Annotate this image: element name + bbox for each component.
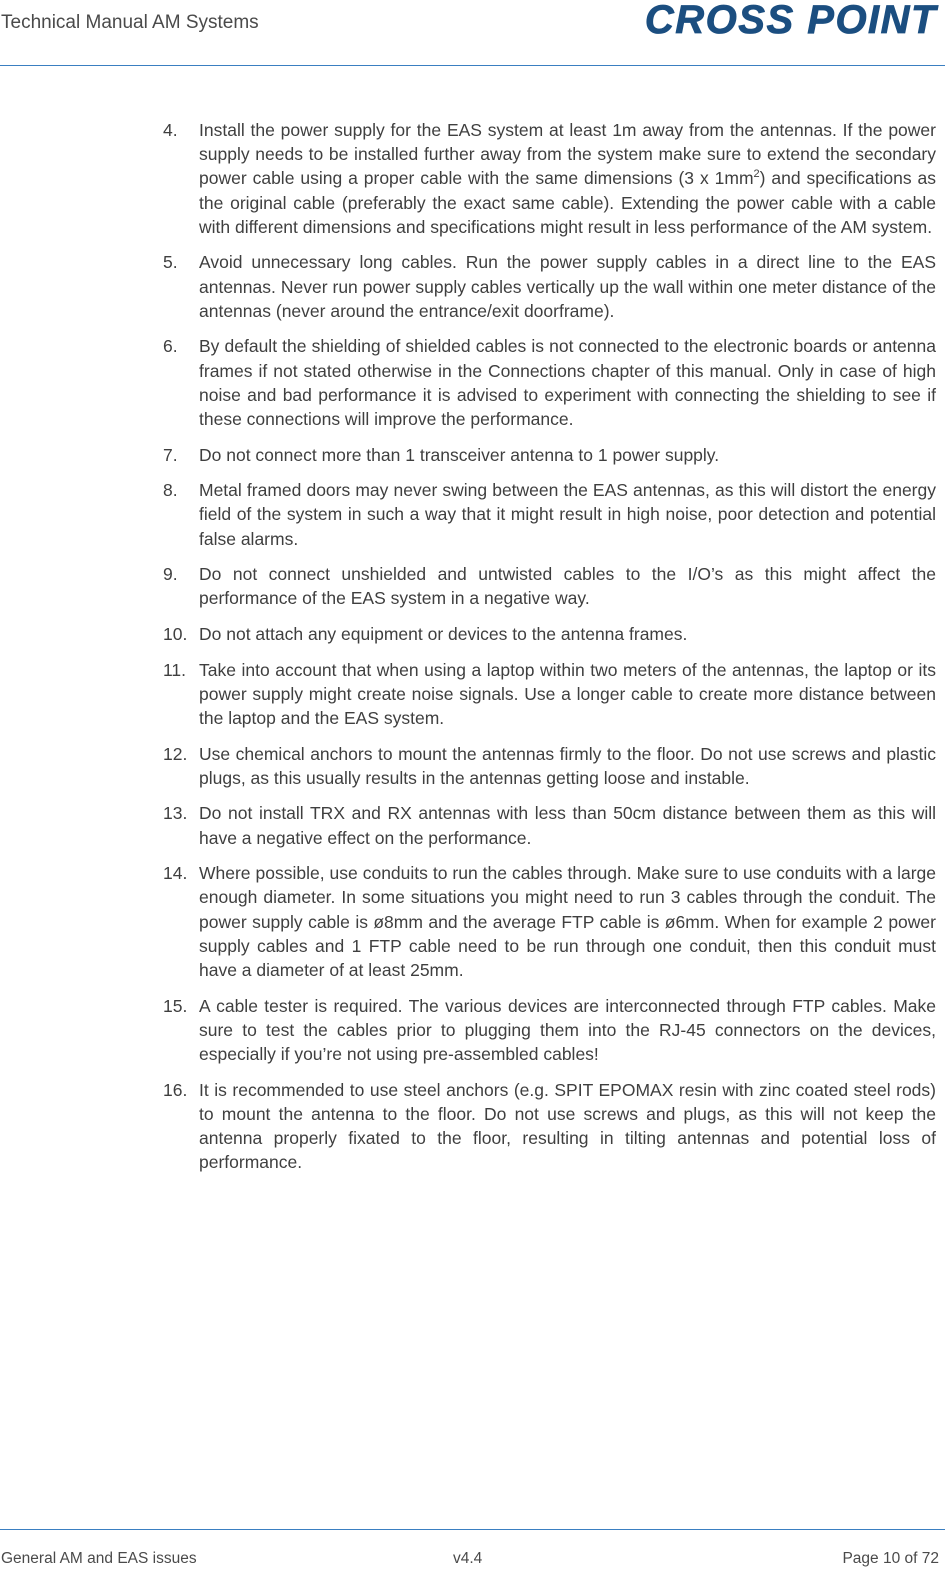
item-text: A cable tester is required. The various devices are interconnected through FTP cables. Make sure to test the cables prior to plugging them into the RJ-45 connectors on the devices, especially if you’re not using pre-assembled cables! <box>199 995 936 1064</box>
item-number: 7. <box>163 444 178 465</box>
list-item <box>163 478 936 551</box>
item-text: Do not connect unshielded and untwisted cables to the I/O’s as this might affect the performance of the EAS system in a negative way. <box>199 564 936 609</box>
list-item <box>163 118 936 239</box>
item-text: Use chemical anchors to mount the antennas firmly to the floor. Do not use screws and plastic plugs, as this usually results in the antennas getting loose and instable. <box>199 743 936 788</box>
item-text: Avoid unnecessary long cables. Run the power supply cables in a direct line to the EAS antennas. Never run power supply cables vertically up the wall within one meter distance of the antennas (never around the entrance/exit doorframe). <box>199 252 936 321</box>
footer-version: v4.4 <box>453 1550 483 1567</box>
item-number: 5. <box>163 252 178 273</box>
item-text: Install the power supply for the EAS system at least 1m away from the antennas. If the power supply needs to be installed further away from the system make sure to extend the secondary power cable using a proper cable with the same dimensions (3 x $1mm^2$) and specifications as the original cable (preferably the exact same cable). Extending the power cable with a cable with different dimensions and specifications might result in less performance of the AM system. <box>199 120 936 237</box>
page-header <box>0 0 945 66</box>
item-number: 6. <box>163 336 178 357</box>
item-number: 8. <box>163 480 178 501</box>
list-item <box>163 994 936 1067</box>
list-item <box>163 622 936 646</box>
item-number: 16. <box>163 1079 188 1100</box>
item-number: 11. <box>163 659 187 680</box>
document-title: Technical Manual AM Systems <box>1 12 259 33</box>
footer-page-number: Page 10 of 72 <box>842 1550 939 1567</box>
list-item <box>163 658 936 731</box>
logo-text: CROSS POINT <box>644 0 937 40</box>
item-text: Do not connect more than 1 transceiver antenna to 1 power supply. <box>199 444 720 465</box>
footer-section-title: General AM and EAS issues <box>1 1550 197 1567</box>
item-number: 15. <box>163 995 188 1016</box>
item-text: Do not attach any equipment or devices to the antenna frames. <box>199 624 688 644</box>
cross-point-logo <box>607 0 939 40</box>
list-item <box>163 562 936 610</box>
list-item <box>163 334 936 431</box>
item-text: Where possible, use conduits to run the cables through. Make sure to use conduits with a large enough diameter. In some situations you might need to run 3 cables through the conduit. The power supply cable is ø8mm and the average FTP cable is ø6mm. When for example 2 power supply cables and 1 FTP cable need to be run through one conduit, then this conduit must have a diameter of at least 25mm. <box>199 863 936 980</box>
list-item <box>163 801 936 849</box>
item-number: 14. <box>163 863 188 884</box>
item-text: Do not install TRX and RX antennas with less than 50cm distance between them as this will have a negative effect on the performance. <box>199 803 936 848</box>
item-number: 9. <box>163 564 178 585</box>
list-item <box>163 250 936 323</box>
instruction-list <box>163 118 936 1186</box>
item-number: 13. <box>163 803 188 824</box>
list-item <box>163 861 936 982</box>
item-text: Take into account that when using a laptop within two meters of the antennas, the laptop or its power supply might create noise signals. Use a longer cable to create more distance between the laptop and the EAS system. <box>199 659 936 728</box>
list-item <box>163 443 936 467</box>
list-item <box>163 742 936 790</box>
item-text: It is recommended to use steel anchors (e.g. SPIT EPOMAX resin with zinc coated steel rods) to mount the antenna to the floor. Do not use screws and plugs, as this will not keep the antenna properly fixated to the floor, resulting in tilting antennas and potential loss of performance. <box>199 1079 936 1173</box>
item-number: 12. <box>163 743 188 764</box>
item-number: 10. <box>163 624 188 644</box>
page-footer <box>0 1529 945 1581</box>
list-item <box>163 1078 936 1175</box>
item-text: Metal framed doors may never swing between the EAS antennas, as this will distort the energy field of the system in such a way that it might result in high noise, poor detection and potential false alarms. <box>199 480 936 549</box>
item-text: By default the shielding of shielded cables is not connected to the electronic boards or antenna frames if not stated otherwise in the Connections chapter of this manual. Only in case of high noise and bad performance it is advised to experiment with connecting the shielding to see if these connections will improve the performance. <box>199 336 936 430</box>
item-number: 4. <box>163 120 178 140</box>
